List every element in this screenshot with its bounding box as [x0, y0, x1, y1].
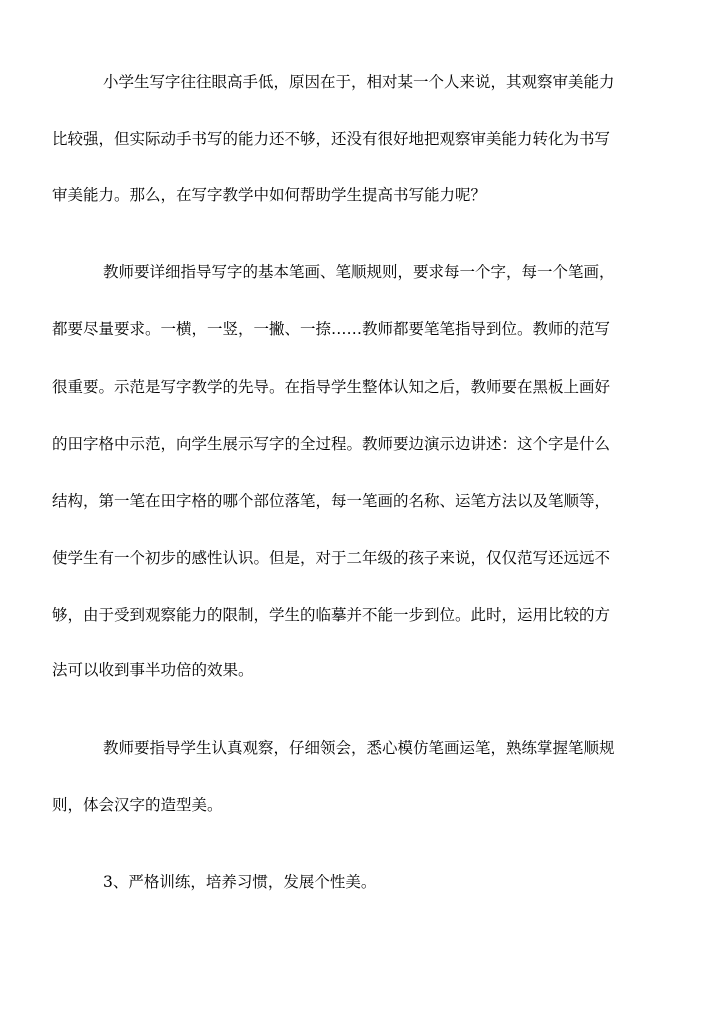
paragraph-line: 教师要详细指导写字的基本笔画、笔顺规则，要求每一个字，每一个笔画，: [103, 263, 615, 281]
section-heading: [103, 872, 677, 892]
paragraph-line: 结构，第一笔在田字格的哪个部位落笔，每一笔画的名称、运笔方法以及笔顺等，: [52, 492, 611, 510]
paragraph-line: 够，由于受到观察能力的限制，学生的临摹并不能一步到位。此时，运用比较的方: [52, 606, 611, 624]
section-number: 3: [103, 873, 113, 891]
paragraph-line: 使学生有一个初步的感性认识。但是，对于二年级的孩子来说，仅仅范写还远远不: [52, 549, 611, 567]
paragraph-line: 则，体会汉字的造型美。: [52, 796, 223, 814]
paragraph-line: 比较强，但实际动手书写的能力还不够，还没有很好地把观察审美能力转化为书写: [52, 130, 611, 148]
paragraph-line: 小学生写字往往眼高手低，原因在于，相对某一个人来说，其观察审美能力: [103, 73, 615, 91]
paragraph-line: 审美能力。那么，在写字教学中如何帮助学生提高书写能力呢？: [52, 186, 487, 204]
paragraph-line: 法可以收到事半功倍的效果。: [52, 661, 254, 679]
paragraph-line: 教师要指导学生认真观察，仔细领会，悉心模仿笔画运笔，熟练掌握笔顺规: [103, 739, 615, 757]
paragraph-line: 很重要。示范是写字教学的先导。在指导学生整体认知之后，教师要在黑板上画好: [52, 378, 611, 396]
paragraph-line: 的田字格中示范，向学生展示写字的全过程。教师要边演示边讲述：这个字是什么: [52, 435, 611, 453]
paragraph-line: 都要尽量要求。一横，一竖，一撇、一捺……教师都要笔笔指导到位。教师的范写: [52, 320, 611, 338]
section-heading-text: 、严格训练，培养习惯，发展个性美。: [112, 873, 377, 891]
